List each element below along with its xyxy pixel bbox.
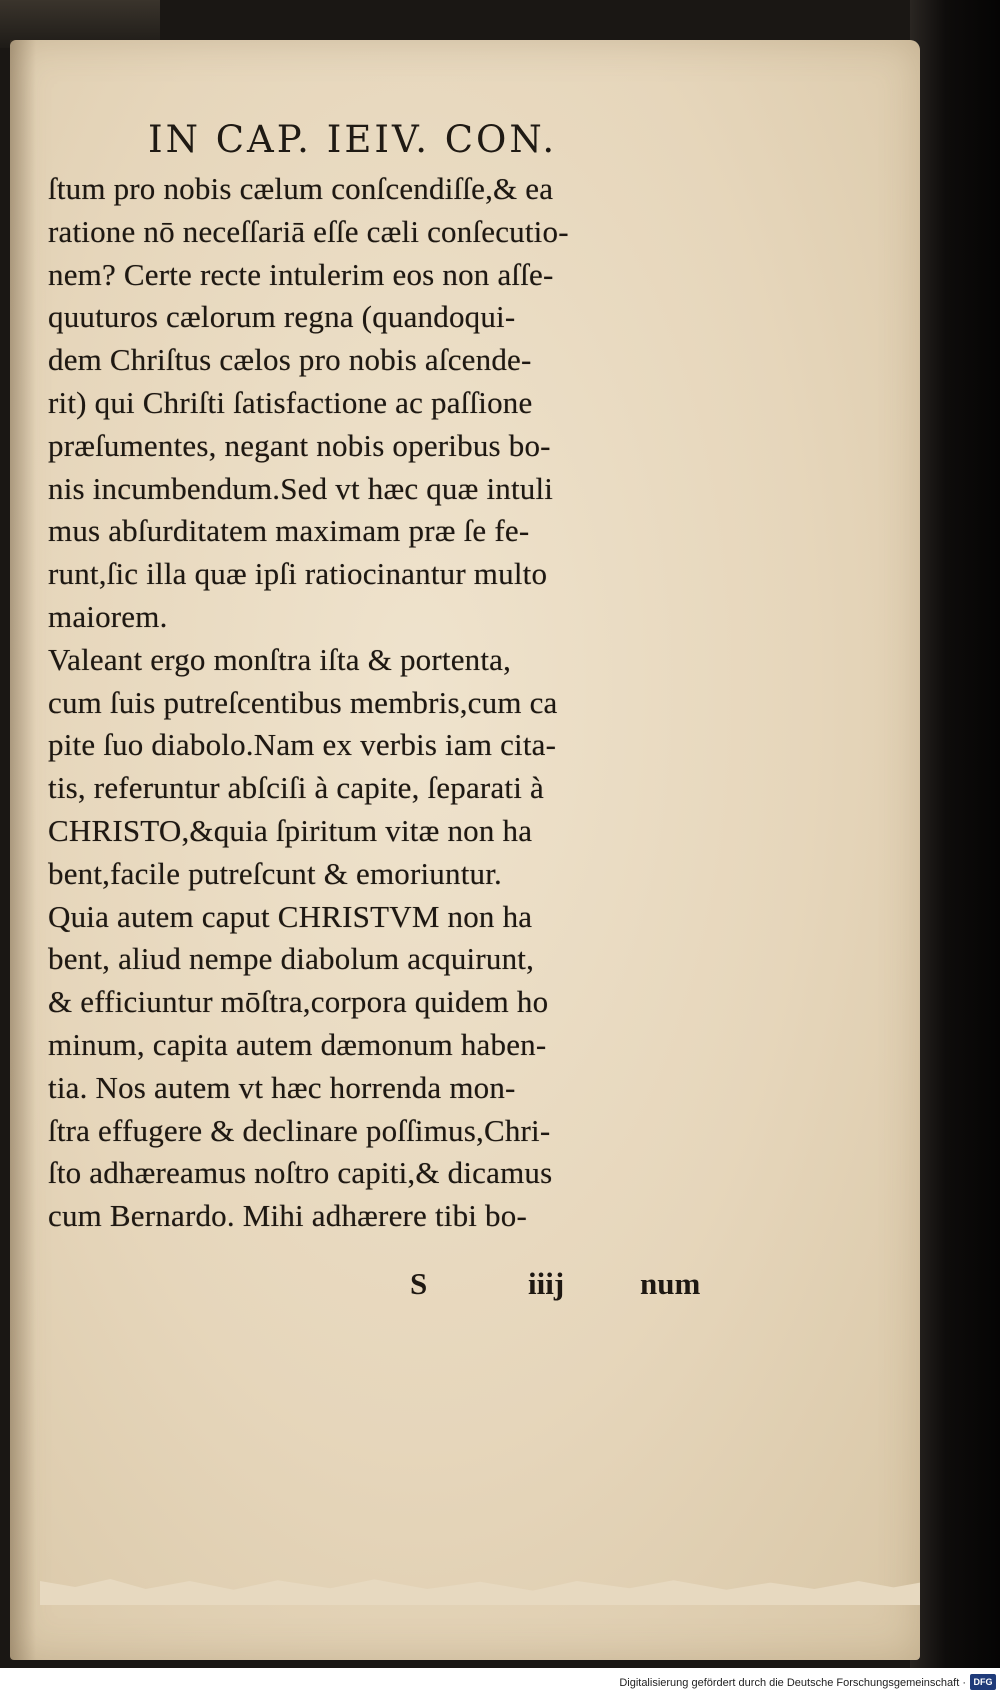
text-line: nis incumbendum.Sed vt hæc quæ intuli — [48, 470, 554, 506]
folio-mark: iiij — [528, 1266, 565, 1301]
text-line: præſumentes, negant nobis operibus bo- — [48, 427, 551, 463]
text-line: runt,ſic illa quæ ipſi ratiocinantur multo — [48, 556, 548, 592]
text-line: pite ſuo diabolo.Nam ex verbis iam cita- — [48, 727, 557, 763]
text-line: ſtra effugere & declinare poſſimus,Chri- — [48, 1112, 551, 1148]
page-footer-line — [0, 1266, 1000, 1306]
text-line: Valeant ergo monſtra iſta & portenta, — [48, 641, 512, 677]
signature-mark: S — [410, 1266, 428, 1301]
text-line: mus abſurditatem maximam præ ſe fe- — [48, 513, 530, 549]
text-line: cum ſuis putreſcentibus membris,cum ca — [48, 684, 558, 720]
text-line: minum, capita autem dæmonum haben- — [48, 1026, 547, 1062]
text-line: bent, aliud nempe diabolum acquirunt, — [48, 941, 535, 977]
book-edge — [910, 0, 1000, 1694]
text-line: tia. Nos autem vt hæc horrenda mon- — [48, 1069, 516, 1105]
text-line: Quia autem caput CHRISTVM non ha — [48, 898, 533, 934]
catchword: num — [640, 1266, 701, 1301]
text-line: & efficiuntur mōſtra,corpora quidem ho — [48, 984, 549, 1020]
text-line: rit) qui Chriſti ſatisfactione ac paſſione — [48, 384, 533, 420]
text-line: ſtum pro nobis cælum conſcendiſſe,& ea — [48, 171, 554, 206]
text-line: quuturos cælorum regna (quandoqui- — [48, 299, 516, 335]
text-line: tis, referuntur abſciſi à capite, ſeparati à — [48, 770, 544, 806]
running-head: IN CAP. IEIV. CON. — [148, 118, 558, 161]
text-line: dem Chriſtus cælos pro nobis aſcende- — [48, 342, 532, 378]
text-line: bent,facile putreſcunt & emoriuntur. — [48, 855, 502, 891]
text-line: cum Bernardo. Mihi adhærere tibi bo- — [48, 1198, 527, 1234]
funding-credit: Digitalisierung gefördert durch die Deutsche Forschungsgemeinschaft · — [619, 1677, 966, 1689]
dfg-logo-icon: DFG — [970, 1674, 996, 1690]
text-line: maiorem. — [48, 598, 168, 634]
digitization-footer — [0, 1668, 1000, 1694]
text-line: nem? Certe recte intulerim eos non aſſe- — [48, 256, 554, 292]
text-line: CHRISTO,&quia ſpiritum vitæ non ha — [48, 812, 533, 848]
text-line: ſto adhæreamus noſtro capiti,& dicamus — [48, 1155, 553, 1191]
body-text — [48, 168, 728, 1238]
page-gutter-shadow — [10, 40, 36, 1660]
text-line: ratione nō neceſſariā eſſe cæli conſecutio- — [48, 213, 569, 249]
